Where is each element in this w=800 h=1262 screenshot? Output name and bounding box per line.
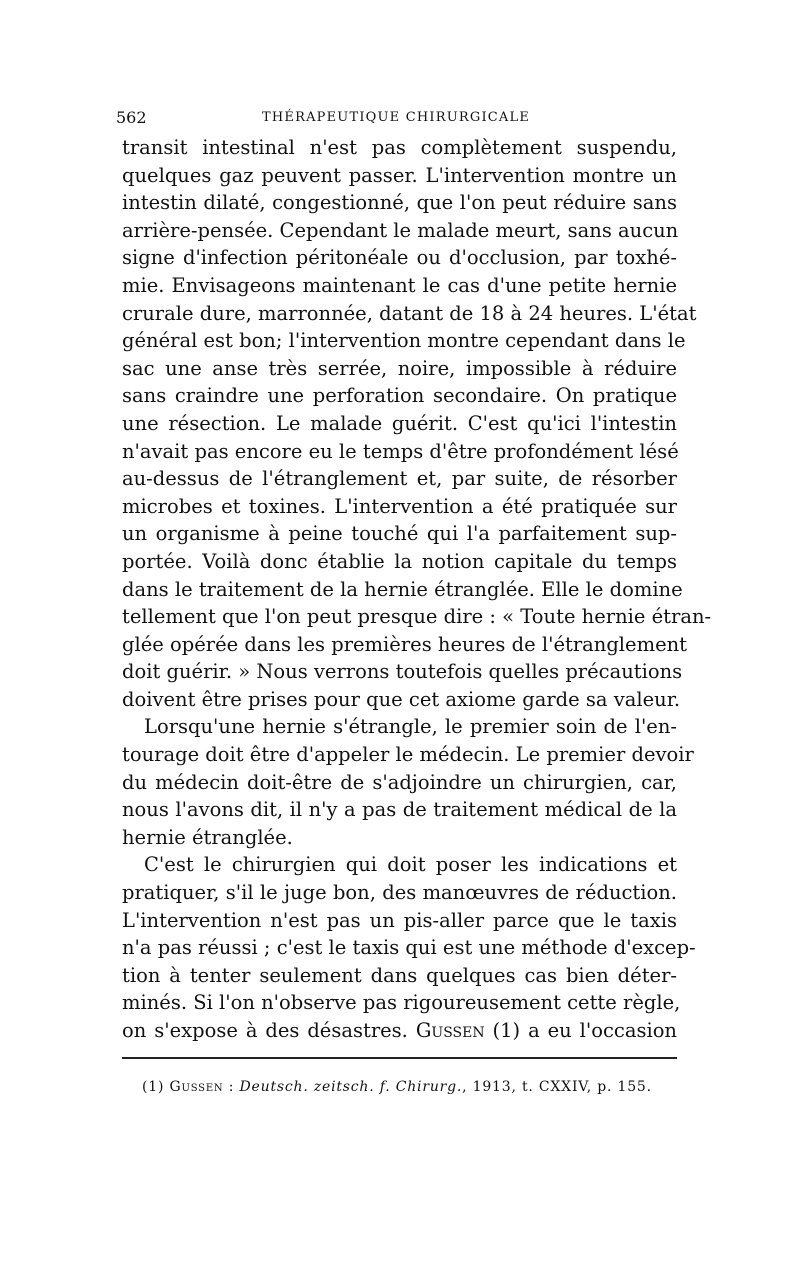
paragraph: [122, 134, 712, 713]
line-text: n'a pas réussi ; c'est le taxis qui est une méthode d'excep-: [122, 936, 696, 960]
text-line: [122, 879, 677, 907]
footnote-journal: Deutsch. zeitsch. f. Chirurg.: [239, 1078, 463, 1095]
line-text: (1) a eu l'occasion: [484, 1019, 677, 1042]
line-text: tellement que l'on peut presque dire : « Toute hernie étran-: [122, 605, 712, 629]
text-line: [122, 576, 683, 604]
line-text: L'intervention n'est pas un pis-aller parce que le taxis: [122, 908, 677, 932]
line-text: tourage doit être d'appeler le médecin. Le premier devoir: [122, 743, 694, 767]
line-text: n'avait pas encore eu le temps d'être profondément lésé: [122, 439, 679, 463]
paragraph: [122, 713, 694, 851]
line-text: crurale dure, marronnée, datant de 18 à 24 heures. L'état: [122, 301, 697, 325]
running-header: [116, 108, 677, 134]
text-line: [122, 1017, 677, 1045]
body-text: [122, 134, 712, 1045]
text-line: [122, 989, 681, 1017]
cited-author: Gussen: [415, 1019, 485, 1042]
line-text: sans craindre une perforation secondaire. On pratique: [122, 384, 677, 408]
line-text: doit guérir. » Nous verrons toutefois quelles précautions: [122, 660, 683, 684]
footnote-rule: [122, 1057, 677, 1059]
text-line: [122, 796, 677, 824]
text-line: [122, 824, 677, 852]
text-line: [122, 272, 677, 300]
text-line: [122, 631, 688, 659]
text-line: [122, 327, 686, 355]
text-line: [122, 934, 696, 962]
line-text: sac une anse très serrée, noire, impossible à réduire: [122, 356, 677, 380]
line-text: dans le traitement de la hernie étranglée. Elle le domine: [122, 577, 683, 601]
text-line: [122, 686, 681, 714]
line-text: Lorsqu'une hernie s'étrangle, le premier soin de l'en-: [144, 715, 677, 739]
text-line: [122, 162, 677, 190]
line-text: C'est le chirurgien qui doit poser les indications et: [144, 853, 677, 877]
footnote-author: Gussen: [169, 1078, 224, 1095]
text-line: [122, 300, 697, 328]
line-text: hernie étranglée.: [122, 825, 293, 849]
text-line: [122, 189, 677, 217]
text-line: [122, 851, 677, 879]
text-line: [122, 520, 677, 548]
text-line: [122, 493, 677, 521]
line-text: signe d'infection péritonéale ou d'occlusion, par toxhé-: [122, 246, 677, 270]
line-text: on s'expose à des désastres.: [122, 1019, 408, 1042]
text-line: [122, 382, 677, 410]
text-line: [122, 962, 677, 990]
line-text: intestin dilaté, congestionné, que l'on peut réduire sans: [122, 191, 677, 215]
line-text: arrière-pensée. Cependant le malade meurt, sans aucun: [122, 218, 679, 242]
text-line: [122, 658, 683, 686]
line-text: du médecin doit-être de s'adjoindre un chirurgien, car,: [122, 770, 677, 794]
page: [116, 108, 712, 1095]
line-text: général est bon; l'intervention montre cependant dans le: [122, 329, 686, 353]
text-line: [122, 410, 677, 438]
line-text: minés. Si l'on n'observe pas rigoureusement cette règle,: [122, 991, 681, 1015]
text-line: [122, 713, 677, 741]
footnote-separator: :: [223, 1078, 240, 1095]
text-line: [122, 603, 712, 631]
text-line: [122, 355, 677, 383]
text-line: [122, 244, 677, 272]
text-line: [122, 548, 677, 576]
line-text: microbes et toxines. L'intervention a été pratiquée sur: [122, 494, 677, 518]
line-text: nous l'avons dit, il n'y a pas de traitement médical de la: [122, 798, 677, 822]
line-text: glée opérée dans les premières heures de l'étranglement: [122, 632, 688, 656]
line-text: pratiquer, s'il le juge bon, des manœuvres de réduction.: [122, 881, 677, 905]
line-text: un organisme à peine touché qui l'a parfaitement sup-: [122, 522, 677, 546]
text-line: [122, 907, 677, 935]
line-text: au-dessus de l'étranglement et, par suite, de résorber: [122, 467, 677, 491]
line-text: quelques gaz peuvent passer. L'intervention montre un: [122, 163, 677, 187]
text-line: [122, 769, 677, 797]
line-text: transit intestinal n'est pas complètement suspendu,: [122, 136, 677, 159]
text-line: [122, 217, 677, 245]
running-title: THÉRAPEUTIQUE CHIRURGICALE: [262, 110, 531, 125]
line-text: portée. Voilà donc établie la notion capitale du temps: [122, 549, 677, 573]
footnote: [122, 1079, 677, 1095]
text-line: [122, 465, 677, 493]
line-text: tion à tenter seulement dans quelques cas bien déter-: [122, 963, 677, 987]
footnote-details: , 1913, t. CXXIV, p. 155.: [462, 1078, 652, 1095]
footnote-marker: (1): [142, 1078, 165, 1095]
page-number: 562: [116, 108, 147, 127]
line-text: mie. Envisageons maintenant le cas d'une petite hernie: [122, 273, 677, 297]
line-text: doivent être prises pour que cet axiome garde sa valeur.: [122, 687, 681, 711]
line-text: une résection. Le malade guérit. C'est qu'ici l'intestin: [122, 411, 677, 435]
text-line: [122, 438, 677, 466]
paragraph: [122, 851, 696, 1044]
text-line: [122, 741, 694, 769]
text-line: [122, 134, 677, 162]
